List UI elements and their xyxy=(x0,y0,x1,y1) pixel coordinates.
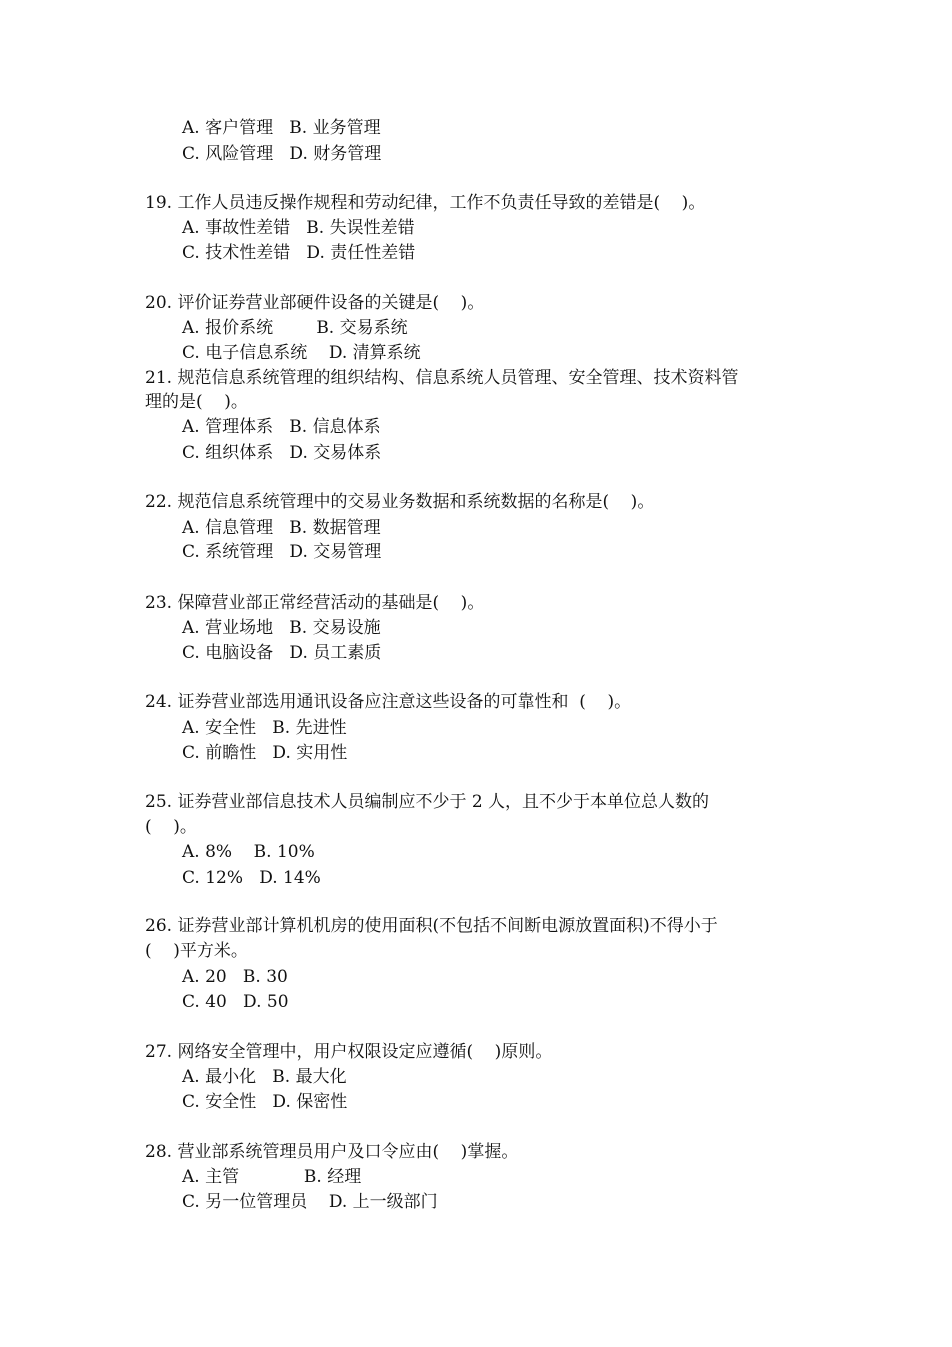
question-option-line: C. 电脑设备 D. 员工素质 xyxy=(182,643,382,663)
question-option-line: C. 安全性 D. 保密性 xyxy=(182,1092,348,1112)
question-option-line: C. 组织体系 D. 交易体系 xyxy=(182,443,382,463)
question-stem: 25. 证券营业部信息技术人员编制应不少于 2 人，且不少于本单位总人数的 xyxy=(145,792,710,812)
question-stem: 26. 证券营业部计算机机房的使用面积(不包括不间断电源放置面积)不得小于 xyxy=(145,916,718,936)
question-option-line: A. 最小化 B. 最大化 xyxy=(182,1067,347,1087)
question-option-line: C. 技术性差错 D. 责任性差错 xyxy=(182,243,416,263)
question-stem: 24. 证券营业部选用通讯设备应注意这些设备的可靠性和 ( )。 xyxy=(145,692,632,712)
question-option-line: C. 系统管理 D. 交易管理 xyxy=(182,542,382,562)
question-option-line: C. 电子信息系统 D. 清算系统 xyxy=(182,343,421,363)
question-option-line: C. 40 D. 50 xyxy=(182,992,289,1012)
question-stem-continued: ( )。 xyxy=(145,817,197,837)
question-stem: 21. 规范信息系统管理的组织结构、信息系统人员管理、安全管理、技术资料管 xyxy=(145,368,739,388)
question-option-line: A. 事故性差错 B. 失误性差错 xyxy=(182,218,415,238)
question-stem: 19. 工作人员违反操作规程和劳动纪律，工作不负责任导致的差错是( )。 xyxy=(145,193,706,213)
question-option-line: A. 8% B. 10% xyxy=(182,842,315,862)
question-option-line: A. 安全性 B. 先进性 xyxy=(182,718,347,738)
question-option-line: C. 另一位管理员 D. 上一级部门 xyxy=(182,1192,438,1212)
question-option-line: A. 20 B. 30 xyxy=(182,967,288,987)
question-stem: 27. 网络安全管理中，用户权限设定应遵循( )原则。 xyxy=(145,1042,553,1062)
question-option-line: C. 前瞻性 D. 实用性 xyxy=(182,743,348,763)
question-option-line: A. 管理体系 B. 信息体系 xyxy=(182,417,381,437)
question-stem: 20. 评价证券营业部硬件设备的关键是( )。 xyxy=(145,293,485,313)
question-option-line: A. 信息管理 B. 数据管理 xyxy=(182,518,381,538)
question-stem-continued: ( )平方米。 xyxy=(145,941,248,961)
question-stem: 28. 营业部系统管理员用户及口令应由( )掌握。 xyxy=(145,1142,519,1162)
question-option-line: C. 风险管理 D. 财务管理 xyxy=(182,144,382,164)
question-option-line: A. 报价系统 B. 交易系统 xyxy=(182,318,408,338)
question-option-line: C. 12% D. 14% xyxy=(182,868,321,888)
question-stem-continued: 理的是( )。 xyxy=(145,392,248,412)
question-stem: 23. 保障营业部正常经营活动的基础是( )。 xyxy=(145,593,485,613)
question-option-line: A. 营业场地 B. 交易设施 xyxy=(182,618,381,638)
question-option-line: A. 主管 B. 经理 xyxy=(182,1167,362,1187)
question-stem: 22. 规范信息系统管理中的交易业务数据和系统数据的名称是( )。 xyxy=(145,492,655,512)
question-option-line: A. 客户管理 B. 业务管理 xyxy=(182,118,381,138)
